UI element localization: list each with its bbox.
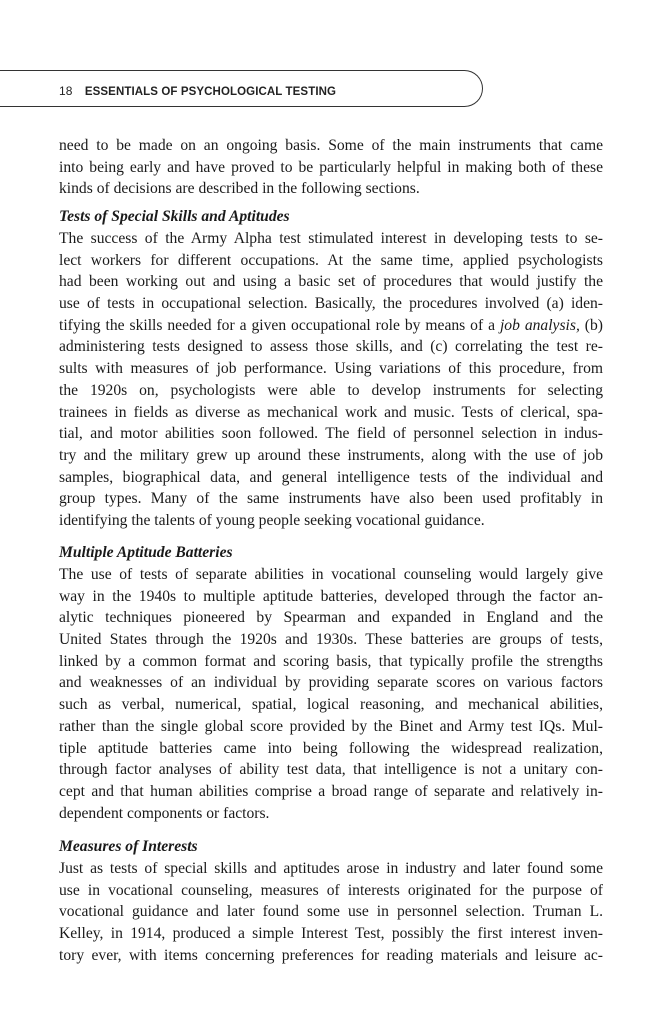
section-heading	[59, 836, 603, 858]
section-heading-text: Tests of Special Skills and Aptitudes	[59, 208, 290, 225]
text-segment: tifying the skills needed for a given occupational role by means of a	[59, 316, 500, 334]
text-line: such as verbal, numerical, spatial, logical reasoning, and mechanical abilities,	[59, 696, 603, 714]
text-line: group types. Many of the same instruments have also been used profitably in	[59, 490, 603, 508]
text-line: sults with measures of job performance. Using variations of this procedure, from	[59, 360, 603, 378]
paragraph	[59, 564, 603, 824]
paragraph	[59, 858, 603, 966]
text-line: United States through the 1920s and 1930s. These batteries are groups of tests,	[59, 631, 603, 649]
running-title: ESSENTIALS OF PSYCHOLOGICAL TESTING	[84, 86, 337, 98]
page-number: 18	[59, 84, 73, 98]
text-line: administering tests designed to assess those skills, and (c) correlating the test re-	[59, 338, 603, 356]
text-line: kinds of decisions are described in the following sections.	[59, 180, 420, 198]
text-line: tial, and motor abilities soon followed. The field of personnel selection in indus-	[59, 425, 603, 443]
text-line: trainees in fields as diverse as mechanical work and music. Tests of clerical, spa-	[59, 403, 603, 421]
text-line: way in the 1940s to multiple aptitude batteries, developed through the factor an-	[59, 587, 603, 605]
text-line: Kelley, in 1914, produced a simple Interest Test, possibly the first interest inven-	[59, 925, 603, 943]
text-line: need to be made on an ongoing basis. Some of the main instruments that came	[59, 137, 603, 154]
text-line: try and the military grew up around these instruments, along with the use of job	[59, 446, 603, 464]
text-line: use in vocational counseling, measures of interests originated for the purpose of	[59, 881, 603, 899]
text-line: through factor analyses of ability test data, that intelligence is not a unitary con-	[59, 761, 603, 779]
text-segment: (b)	[579, 316, 603, 334]
paragraph	[59, 135, 603, 200]
text-line: samples, biographical data, and general intelligence tests of the individual and	[59, 468, 603, 486]
text-line: The use of tests of separate abilities in vocational counseling would largely give	[59, 566, 603, 583]
text-line: linked by a common format and scoring basis, that typically profile the strengths	[59, 652, 603, 670]
text-line: had been working out and using a basic set of procedures that would justify the	[59, 273, 603, 291]
text-line: rather than the single global score provided by the Binet and Army test IQs. Mul-	[59, 717, 603, 735]
text-line: into being early and have proved to be particularly helpful in making both of these	[59, 158, 603, 176]
text-line: Just as tests of special skills and aptitudes arose in industry and later found some	[59, 860, 603, 877]
section-heading	[59, 206, 603, 228]
section-heading	[59, 542, 603, 564]
text-line: the 1920s on, psychologists were able to develop instruments for selecting	[59, 381, 603, 399]
text-line	[59, 315, 603, 337]
text-line: tory ever, with items concerning preferences for reading materials and leisure ac-	[59, 946, 603, 964]
text-line: dependent components or factors.	[59, 804, 270, 822]
text-line: and weaknesses of an individual by providing separate scores on various factors	[59, 674, 603, 692]
section-heading-text: Measures of Interests	[59, 838, 198, 855]
text-line: lect workers for different occupations. At the same time, applied psychologists	[59, 251, 603, 269]
italic-term: job analysis,	[499, 316, 580, 334]
text-line: use of tests in occupational selection. Basically, the procedures involved (a) iden-	[59, 295, 603, 313]
text-line: identifying the talents of young people seeking vocational guidance.	[59, 511, 485, 529]
text-line: alytic techniques pioneered by Spearman and expanded in England and the	[59, 609, 603, 627]
text-line: tiple aptitude batteries came into being following the widespread realization,	[59, 739, 603, 757]
text-line: vocational guidance and later found some use in personnel selection. Truman L.	[59, 903, 603, 921]
running-header	[59, 84, 336, 98]
section-heading-text: Multiple Aptitude Batteries	[59, 544, 233, 561]
text-line: The success of the Army Alpha test stimulated interest in developing tests to se-	[59, 230, 603, 247]
text-line: cept and that human abilities comprise a broad range of separate and relatively in-	[59, 782, 603, 800]
paragraph	[59, 228, 603, 532]
